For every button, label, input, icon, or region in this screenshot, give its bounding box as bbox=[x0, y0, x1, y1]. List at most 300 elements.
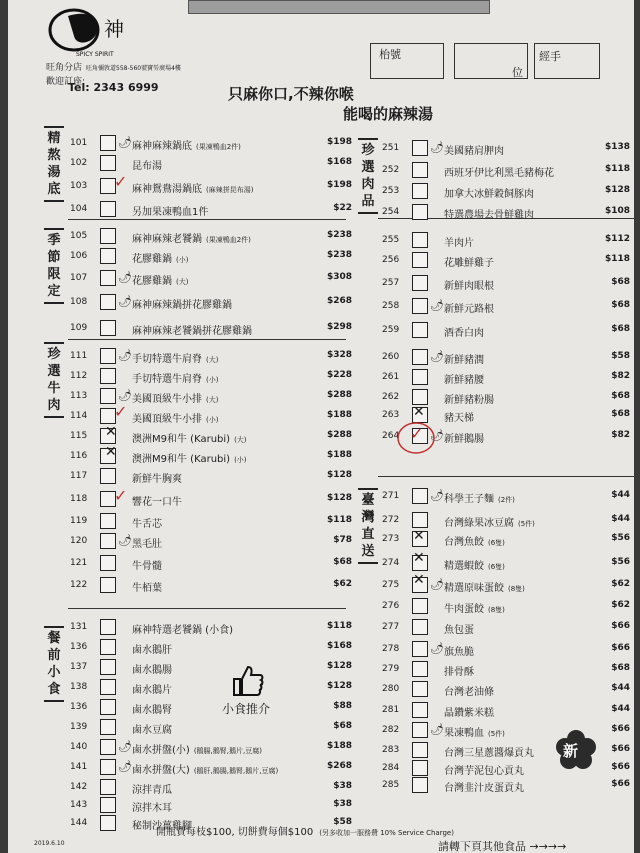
order-checkbox[interactable] bbox=[100, 248, 116, 264]
menu-item-row[interactable] bbox=[70, 386, 352, 406]
item-price: $168 bbox=[326, 641, 352, 651]
order-checkbox[interactable] bbox=[412, 369, 428, 385]
chili-icon: 🌶 bbox=[118, 760, 132, 773]
item-price: $66 bbox=[611, 621, 630, 631]
item-price: $128 bbox=[326, 681, 352, 691]
chili-icon: 🌶 bbox=[118, 349, 132, 362]
item-number: 281 bbox=[382, 705, 400, 715]
item-number: 260 bbox=[382, 352, 400, 362]
menu-item-row[interactable] bbox=[70, 226, 352, 246]
menu-item-row[interactable] bbox=[70, 511, 352, 531]
order-checkbox[interactable] bbox=[412, 760, 428, 776]
item-name: 豬天梯 bbox=[444, 413, 474, 424]
item-name: 台灣韭汁皮蛋貢丸 bbox=[444, 783, 524, 794]
item-price: $44 bbox=[611, 490, 630, 500]
order-checkbox[interactable] bbox=[412, 681, 428, 697]
item-price: $66 bbox=[611, 762, 630, 772]
item-price: $128 bbox=[326, 493, 352, 503]
item-price: $288 bbox=[326, 390, 352, 400]
order-checkbox[interactable] bbox=[100, 320, 116, 336]
order-checkbox[interactable] bbox=[100, 739, 116, 755]
order-checkbox[interactable] bbox=[412, 722, 428, 738]
category-taiwan: 臺灣直送 bbox=[358, 488, 378, 564]
item-name: 麻神特選老饕鍋 (小食) bbox=[132, 625, 233, 636]
order-checkbox[interactable] bbox=[100, 270, 116, 286]
item-price: $62 bbox=[611, 600, 630, 610]
chili-icon: 🌶 bbox=[118, 136, 132, 149]
order-checkbox[interactable] bbox=[412, 140, 428, 156]
item-price: $188 bbox=[326, 450, 352, 460]
branch-info: 旺角分店 旺角彌敦道558-560號寶勞廣場4樓 bbox=[46, 63, 181, 73]
circle-mark bbox=[396, 420, 436, 456]
menu-item-row[interactable] bbox=[382, 700, 630, 720]
menu-item-row[interactable] bbox=[382, 510, 630, 530]
item-price: $68 bbox=[611, 409, 630, 419]
item-number: 137 bbox=[70, 662, 88, 672]
menu-item-row[interactable] bbox=[70, 717, 352, 737]
item-name: 酒香白肉 bbox=[444, 328, 484, 339]
item-price: $58 bbox=[611, 351, 630, 361]
item-name: 排骨酥 bbox=[444, 667, 474, 678]
item-price: $68 bbox=[333, 721, 352, 731]
menu-item-row[interactable] bbox=[382, 181, 630, 201]
item-price: $188 bbox=[326, 410, 352, 420]
order-checkbox[interactable] bbox=[100, 468, 116, 484]
item-name: 鹵水豆腐 bbox=[132, 725, 172, 736]
order-checkbox[interactable] bbox=[100, 228, 116, 244]
item-name: 響花一口牛 bbox=[132, 497, 182, 508]
item-number: 264 bbox=[382, 431, 400, 441]
item-number: 140 bbox=[70, 742, 88, 752]
item-number: 280 bbox=[382, 684, 400, 694]
item-number: 142 bbox=[70, 782, 88, 792]
divider bbox=[68, 219, 346, 220]
item-number: 136 bbox=[70, 702, 88, 712]
item-name: 鹵水拼盤(大) (鵝肝,鵝腸,鵝腎,鵝片,豆腐) bbox=[132, 765, 279, 776]
item-name: 新鮮豬腰 bbox=[444, 375, 484, 386]
item-name: 美國豬肩胛肉 bbox=[444, 146, 504, 157]
seat-count-box[interactable]: 位 bbox=[454, 43, 528, 79]
order-checkbox[interactable] bbox=[100, 155, 116, 171]
item-number: 259 bbox=[382, 325, 400, 335]
item-name: 鹵水鵝肝 bbox=[132, 645, 172, 656]
item-price: $238 bbox=[326, 250, 352, 260]
item-price: $268 bbox=[326, 761, 352, 771]
thumbs-up-icon bbox=[230, 663, 266, 699]
menu-item-row[interactable] bbox=[70, 777, 352, 797]
item-name: 澳洲M9和牛 (Karubi) (小) bbox=[132, 454, 247, 465]
menu-item-row[interactable] bbox=[70, 406, 352, 426]
order-checkbox[interactable] bbox=[100, 513, 116, 529]
brand-logo bbox=[46, 6, 136, 58]
item-number: 255 bbox=[382, 235, 400, 245]
menu-item-row[interactable] bbox=[70, 697, 352, 717]
item-number: 257 bbox=[382, 278, 400, 288]
order-checkbox[interactable] bbox=[412, 389, 428, 405]
item-price: $128 bbox=[326, 661, 352, 671]
item-number: 120 bbox=[70, 536, 88, 546]
item-price: $128 bbox=[604, 185, 630, 195]
item-name: 美國頂級牛小排 (小) bbox=[132, 414, 219, 425]
order-checkbox[interactable] bbox=[100, 201, 116, 217]
order-checkbox[interactable] bbox=[100, 659, 116, 675]
order-checkbox[interactable] bbox=[412, 252, 428, 268]
item-name: 鹵水鵝腸 bbox=[132, 665, 172, 676]
order-checkbox[interactable] bbox=[100, 533, 116, 549]
cross-mark: ✕ bbox=[413, 572, 425, 588]
menu-item-row[interactable] bbox=[70, 757, 352, 777]
menu-item-row[interactable] bbox=[70, 268, 352, 288]
menu-item-row[interactable] bbox=[70, 292, 352, 312]
item-number: 113 bbox=[70, 391, 88, 401]
order-checkbox[interactable] bbox=[100, 555, 116, 571]
item-number: 116 bbox=[70, 451, 88, 461]
order-checkbox[interactable] bbox=[412, 742, 428, 758]
menu-item-row[interactable] bbox=[70, 199, 352, 219]
chili-icon: 🌶 bbox=[430, 578, 444, 591]
menu-item-row[interactable] bbox=[382, 347, 630, 367]
item-name: 另加果凍鴨血1件 bbox=[132, 207, 209, 218]
order-checkbox[interactable] bbox=[412, 641, 428, 657]
item-name: 台灣三星蔥醬爆貢丸 bbox=[444, 748, 534, 759]
order-checkbox[interactable] bbox=[100, 815, 116, 831]
item-number: 262 bbox=[382, 392, 400, 402]
item-number: 278 bbox=[382, 644, 400, 654]
item-price: $118 bbox=[326, 621, 352, 631]
menu-item-row[interactable] bbox=[382, 596, 630, 616]
menu-item-row[interactable] bbox=[70, 553, 352, 573]
item-name: 特選農場去骨鮮雞肉 bbox=[444, 210, 534, 221]
item-number: 136 bbox=[70, 642, 88, 652]
order-checkbox[interactable] bbox=[412, 275, 428, 291]
item-price: $268 bbox=[326, 296, 352, 306]
staff-box[interactable]: 經手 bbox=[534, 43, 600, 79]
item-price: $44 bbox=[611, 683, 630, 693]
item-price: $198 bbox=[326, 180, 352, 190]
item-number: 111 bbox=[70, 351, 88, 361]
item-name: 花雕鮮雞子 bbox=[444, 258, 494, 269]
menu-item-row[interactable] bbox=[70, 346, 352, 366]
item-number: 258 bbox=[382, 301, 400, 311]
item-number: 107 bbox=[70, 273, 88, 283]
menu-item-row[interactable] bbox=[382, 320, 630, 340]
order-checkbox[interactable] bbox=[100, 759, 116, 775]
item-number: 104 bbox=[70, 204, 88, 214]
svg-text:SPICY SPIRIT: SPICY SPIRIT bbox=[76, 51, 114, 58]
item-name: 西班牙伊比利黑毛豬梅花 bbox=[444, 168, 554, 179]
item-price: $118 bbox=[326, 515, 352, 525]
item-number: 273 bbox=[382, 534, 400, 544]
item-price: $88 bbox=[333, 701, 352, 711]
item-price: $38 bbox=[333, 781, 352, 791]
menu-item-row[interactable] bbox=[70, 637, 352, 657]
order-checkbox[interactable] bbox=[412, 162, 428, 178]
order-checkbox[interactable] bbox=[412, 232, 428, 248]
item-price: $228 bbox=[326, 370, 352, 380]
item-number: 261 bbox=[382, 372, 400, 382]
menu-item-row[interactable] bbox=[382, 367, 630, 387]
item-name: 麻神麻辣老饕鍋拼花膠雞鍋 bbox=[132, 326, 252, 337]
order-checkbox[interactable] bbox=[100, 135, 116, 151]
order-checkbox[interactable] bbox=[412, 488, 428, 504]
menu-item-row[interactable] bbox=[70, 657, 352, 677]
chili-icon: 🌶 bbox=[430, 642, 444, 655]
menu-item-row[interactable] bbox=[382, 639, 630, 659]
check-mark: ✓ bbox=[114, 486, 128, 505]
item-price: $108 bbox=[604, 206, 630, 216]
menu-item-row[interactable] bbox=[70, 575, 352, 595]
chili-icon: 🌶 bbox=[430, 299, 444, 312]
menu-item-row[interactable] bbox=[382, 138, 630, 158]
item-number: 131 bbox=[70, 622, 88, 632]
order-checkbox[interactable] bbox=[412, 598, 428, 614]
item-name: 台灣芋泥包心貢丸 bbox=[444, 766, 524, 777]
item-price: $68 bbox=[611, 663, 630, 673]
item-name: 牛骨髓 bbox=[132, 561, 162, 572]
order-checkbox[interactable] bbox=[412, 322, 428, 338]
item-number: 112 bbox=[70, 371, 88, 381]
order-checkbox[interactable] bbox=[412, 298, 428, 314]
item-price: $22 bbox=[333, 203, 352, 213]
table-number-box[interactable]: 枱號 bbox=[370, 43, 444, 79]
item-name: 羊肉片 bbox=[444, 238, 474, 249]
menu-item-row[interactable] bbox=[70, 737, 352, 757]
item-price: $38 bbox=[333, 799, 352, 809]
order-checkbox[interactable] bbox=[100, 639, 116, 655]
item-number: 285 bbox=[382, 780, 400, 790]
item-name: 牛舌芯 bbox=[132, 519, 162, 530]
order-checkbox[interactable] bbox=[100, 348, 116, 364]
item-name: 花膠雞鍋 (小) bbox=[132, 254, 189, 265]
item-name: 手切特選牛肩脊 (小) bbox=[132, 374, 219, 385]
item-number: 108 bbox=[70, 297, 88, 307]
item-price: $58 bbox=[333, 817, 352, 827]
item-price: $328 bbox=[326, 350, 352, 360]
order-checkbox[interactable] bbox=[412, 777, 428, 793]
print-date: 2019.6.10 bbox=[34, 840, 65, 847]
item-name: 鹵水鵝腎 bbox=[132, 705, 172, 716]
slogan-line-1: 只麻你口,不辣你喉 bbox=[228, 85, 354, 103]
item-number: 279 bbox=[382, 664, 400, 674]
item-price: $44 bbox=[611, 704, 630, 714]
order-checkbox[interactable] bbox=[100, 679, 116, 695]
item-number: 139 bbox=[70, 722, 88, 732]
item-price: $66 bbox=[611, 744, 630, 754]
category-seasonal: 季節限定 bbox=[44, 228, 64, 304]
divider bbox=[68, 608, 346, 609]
item-price: $198 bbox=[326, 137, 352, 147]
menu-item-row[interactable] bbox=[70, 466, 352, 486]
order-checkbox[interactable] bbox=[100, 719, 116, 735]
item-number: 283 bbox=[382, 745, 400, 755]
cross-mark: ✕ bbox=[413, 528, 425, 544]
menu-item-row[interactable] bbox=[70, 153, 352, 173]
order-checkbox[interactable] bbox=[100, 368, 116, 384]
menu-item-row[interactable] bbox=[382, 202, 630, 222]
item-price: $298 bbox=[326, 322, 352, 332]
menu-item-row[interactable] bbox=[382, 659, 630, 679]
menu-item-row[interactable] bbox=[70, 318, 352, 338]
chili-icon: 🌶 bbox=[430, 429, 444, 442]
menu-item-row[interactable] bbox=[382, 250, 630, 270]
menu-item-row[interactable] bbox=[70, 133, 352, 153]
menu-item-row[interactable] bbox=[382, 160, 630, 180]
item-price: $288 bbox=[326, 430, 352, 440]
item-name: 新鮮元路根 bbox=[444, 304, 494, 315]
order-checkbox[interactable] bbox=[100, 619, 116, 635]
item-price: $112 bbox=[604, 234, 630, 244]
check-mark: ✓ bbox=[410, 424, 424, 443]
order-checkbox[interactable] bbox=[412, 702, 428, 718]
item-number: 117 bbox=[70, 471, 88, 481]
item-price: $78 bbox=[333, 535, 352, 545]
charges-note: 開瓶費每枝$100, 切餅費每個$100 (另多收加一服務費 10% Service Charge) bbox=[156, 827, 454, 838]
item-name: 晶鑽紫米糕 bbox=[444, 708, 494, 719]
menu-sheet bbox=[8, 0, 634, 853]
item-number: 115 bbox=[70, 431, 88, 441]
item-price: $238 bbox=[326, 230, 352, 240]
item-number: 102 bbox=[70, 158, 88, 168]
item-name: 麻神鴛鴦湯鍋底 (麻辣拼昆布湯) bbox=[132, 184, 254, 195]
chili-icon: 🌶 bbox=[118, 389, 132, 402]
menu-item-row[interactable] bbox=[70, 677, 352, 697]
phone-number: Tel: 2343 6999 bbox=[68, 81, 159, 94]
order-checkbox[interactable] bbox=[100, 577, 116, 593]
svg-text:神: 神 bbox=[104, 17, 124, 41]
item-name: 魚包蛋 bbox=[444, 625, 474, 636]
divider bbox=[68, 339, 346, 340]
check-mark: ✓ bbox=[114, 172, 128, 191]
menu-item-row[interactable] bbox=[382, 273, 630, 293]
item-price: $118 bbox=[604, 254, 630, 264]
item-number: 101 bbox=[70, 138, 88, 148]
item-number: 252 bbox=[382, 165, 400, 175]
new-badge: 新 bbox=[563, 742, 579, 760]
item-number: 118 bbox=[70, 494, 88, 504]
item-number: 276 bbox=[382, 601, 400, 611]
item-name: 新鮮鵝腸 bbox=[444, 434, 484, 445]
menu-item-row[interactable] bbox=[70, 366, 352, 386]
item-number: 119 bbox=[70, 516, 88, 526]
item-number: 275 bbox=[382, 580, 400, 590]
item-name: 昆布湯 bbox=[132, 161, 162, 172]
item-price: $118 bbox=[604, 164, 630, 174]
item-price: $82 bbox=[611, 371, 630, 381]
order-checkbox[interactable] bbox=[412, 204, 428, 220]
order-checkbox[interactable] bbox=[412, 619, 428, 635]
item-name: 涼拌木耳 bbox=[132, 803, 172, 814]
item-number: 272 bbox=[382, 515, 400, 525]
item-price: $68 bbox=[611, 300, 630, 310]
item-price: $68 bbox=[333, 557, 352, 567]
item-name: 新鮮肉眼根 bbox=[444, 281, 494, 292]
menu-item-row[interactable] bbox=[70, 246, 352, 266]
order-checkbox[interactable] bbox=[100, 699, 116, 715]
item-number: 251 bbox=[382, 143, 400, 153]
item-number: 122 bbox=[70, 580, 88, 590]
menu-item-row[interactable] bbox=[382, 775, 630, 795]
item-number: 256 bbox=[382, 255, 400, 265]
menu-item-row[interactable] bbox=[382, 679, 630, 699]
menu-item-row[interactable] bbox=[70, 489, 352, 509]
item-name: 秘制沙薑雞腳 bbox=[132, 821, 192, 832]
item-name: 鹵水拼盤(小) (鵝腸,鵝腎,鵝片,豆腐) bbox=[132, 745, 262, 756]
item-price: $66 bbox=[611, 724, 630, 734]
item-name: 麻神麻辣老饕鍋 (果凍鴨血2件) bbox=[132, 234, 251, 245]
chili-icon: 🌶 bbox=[118, 740, 132, 753]
item-price: $66 bbox=[611, 779, 630, 789]
menu-item-row[interactable] bbox=[70, 617, 352, 637]
welcome-text: 歡迎訂座: bbox=[46, 77, 86, 87]
check-mark: ✓ bbox=[114, 402, 128, 421]
cross-mark: ✕ bbox=[105, 424, 117, 440]
next-page-note: 請轉下頁其他食品 →→→→ bbox=[438, 840, 567, 853]
item-price: $128 bbox=[326, 470, 352, 480]
order-checkbox[interactable] bbox=[412, 512, 428, 528]
menu-item-row[interactable] bbox=[382, 296, 630, 316]
item-number: 271 bbox=[382, 491, 400, 501]
item-price: $62 bbox=[333, 579, 352, 589]
item-price: $66 bbox=[611, 643, 630, 653]
item-price: $68 bbox=[611, 391, 630, 401]
chili-icon: 🌶 bbox=[118, 534, 132, 547]
menu-item-row[interactable] bbox=[382, 230, 630, 250]
item-price: $68 bbox=[611, 277, 630, 287]
item-price: $56 bbox=[611, 533, 630, 543]
item-name: 花膠雞鍋 (大) bbox=[132, 276, 189, 287]
item-price: $68 bbox=[611, 324, 630, 334]
menu-item-row[interactable] bbox=[70, 531, 352, 551]
item-price: $56 bbox=[611, 557, 630, 567]
item-price: $168 bbox=[326, 157, 352, 167]
item-number: 106 bbox=[70, 251, 88, 261]
item-name: 新鮮豬潤 bbox=[444, 355, 484, 366]
order-checkbox[interactable] bbox=[100, 779, 116, 795]
cross-mark: ✕ bbox=[105, 444, 117, 460]
item-name: 鹵水鵝片 bbox=[132, 685, 172, 696]
order-checkbox[interactable] bbox=[412, 661, 428, 677]
item-number: 143 bbox=[70, 800, 88, 810]
menu-item-row[interactable] bbox=[382, 486, 630, 506]
order-checkbox[interactable] bbox=[412, 349, 428, 365]
clipboard-clip bbox=[188, 0, 490, 14]
chili-icon: 🌶 bbox=[430, 141, 444, 154]
item-name: 黑毛肚 bbox=[132, 539, 162, 550]
order-checkbox[interactable] bbox=[100, 797, 116, 813]
item-number: 105 bbox=[70, 231, 88, 241]
item-name: 涼拌青瓜 bbox=[132, 785, 172, 796]
item-name: 台灣老油條 bbox=[444, 687, 494, 698]
item-number: 144 bbox=[70, 818, 88, 828]
item-number: 138 bbox=[70, 682, 88, 692]
category-beef: 珍選牛肉 bbox=[44, 342, 64, 418]
item-name: 手切特選牛肩脊 (大) bbox=[132, 354, 219, 365]
item-number: 284 bbox=[382, 763, 400, 773]
item-name: 精選原味蛋餃 (8隻) bbox=[444, 583, 525, 594]
menu-item-row[interactable] bbox=[382, 617, 630, 637]
order-checkbox[interactable] bbox=[412, 183, 428, 199]
item-name: 科學王子麵 (2件) bbox=[444, 494, 515, 505]
menu-item-row[interactable] bbox=[70, 795, 352, 815]
category-meat: 珍選肉品 bbox=[358, 138, 378, 214]
item-number: 277 bbox=[382, 622, 400, 632]
item-name: 牛肉蛋餃 (8隻) bbox=[444, 604, 505, 615]
order-checkbox[interactable] bbox=[100, 294, 116, 310]
divider bbox=[378, 476, 634, 477]
item-number: 114 bbox=[70, 411, 88, 421]
item-name: 麻神麻辣鍋底 (果凍鴨血2件) bbox=[132, 141, 241, 152]
menu-item-row[interactable] bbox=[70, 176, 352, 196]
